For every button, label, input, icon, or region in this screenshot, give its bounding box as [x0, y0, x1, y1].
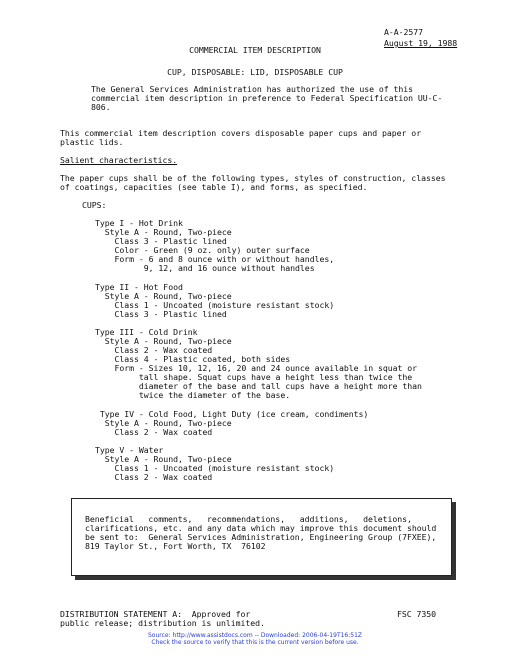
type-line: Type III - Cold Drink — [95, 327, 198, 337]
document-date: August 19, 1988 — [384, 38, 458, 48]
distribution-statement: public release; distribution is unlimited. — [60, 618, 265, 628]
comments-box — [71, 498, 452, 576]
type-line: 9, 12, and 16 ounce without handles — [95, 263, 315, 273]
type-line: Class 2 - Wax coated — [95, 472, 213, 482]
type-line: Class 2 - Wax coated — [95, 427, 213, 437]
scope-line: This commercial item description covers disposable paper cups and paper or — [60, 128, 422, 138]
type-line: Color - Green (9 oz. only) outer surface — [95, 245, 310, 255]
comments-line: Beneficial comments, recommendations, additions, deletions, — [85, 514, 412, 524]
type-line: diameter of the base and tall cups have a height more than — [95, 381, 422, 391]
type-line: Class 1 - Uncoated (moisture resistant stock) — [95, 300, 335, 310]
authorization-line: commercial item description in preference to Federal Specification UU-C- — [91, 93, 443, 103]
distribution-statement: DISTRIBUTION STATEMENT A: Approved for — [60, 609, 251, 619]
fsc-code: FSC 7350 — [397, 609, 437, 619]
type-line: Type IV - Cold Food, Light Duty (ice cream, condiments) — [95, 409, 369, 419]
type-line: Style A - Round, Two-piece — [95, 454, 232, 464]
type-line: Form - 6 and 8 ounce with or without handles, — [95, 254, 335, 264]
comments-line: be sent to: General Services Administration, Engineering Group (7FXEE), — [85, 532, 437, 542]
type-line: twice the diameter of the base. — [95, 390, 291, 400]
cups-label: CUPS: — [82, 200, 107, 210]
scope-line: plastic lids. — [60, 137, 124, 147]
type-line: Type II - Hot Food — [95, 282, 183, 292]
type-line: Class 3 - Plastic lined — [95, 236, 227, 246]
type-line: Class 1 - Uncoated (moisture resistant stock) — [95, 463, 335, 473]
type-line: Class 3 - Plastic lined — [95, 309, 227, 319]
source-notice: Check the source to verify that this is the current version before use. — [151, 639, 359, 646]
type-line: Type I - Hot Drink — [95, 218, 183, 228]
type-line: Style A - Round, Two-piece — [95, 336, 232, 346]
salient-line: The paper cups shall be of the following types, styles of construction, classes — [60, 173, 446, 183]
authorization-line: 806. — [91, 102, 111, 112]
type-line: tall shape. Squat cups have a height less than twice the — [95, 372, 413, 382]
type-line: Class 4 - Plastic coated, both sides — [95, 354, 291, 364]
comments-line: clarifications, etc. and any data which may improve this document should — [85, 523, 437, 533]
type-line: Type V - Water — [95, 445, 164, 455]
document-title: COMMERCIAL ITEM DESCRIPTION — [189, 45, 321, 55]
type-line: Style A - Round, Two-piece — [95, 227, 232, 237]
type-line: Style A - Round, Two-piece — [95, 291, 232, 301]
salient-line: of coatings, capacities (see table I), and forms, as specified. — [60, 182, 368, 192]
document-subject: CUP, DISPOSABLE: LID, DISPOSABLE CUP — [167, 67, 343, 77]
comments-line: 819 Taylor St., Fort Worth, TX 76102 — [85, 541, 266, 551]
type-line: Form - Sizes 10, 12, 16, 20 and 24 ounce available in squat or — [95, 363, 418, 373]
type-line: Style A - Round, Two-piece — [95, 418, 232, 428]
source-link[interactable]: Source: http://www.assistdocs.com -- Downloaded: 2006-04-19T16:51Z — [147, 632, 363, 639]
type-line: Class 2 - Wax coated — [95, 345, 213, 355]
salient-heading: Salient characteristics. — [60, 155, 178, 165]
authorization-line: The General Services Administration has authorized the use of this — [91, 84, 414, 94]
document-id: A-A-2577 — [384, 27, 424, 37]
